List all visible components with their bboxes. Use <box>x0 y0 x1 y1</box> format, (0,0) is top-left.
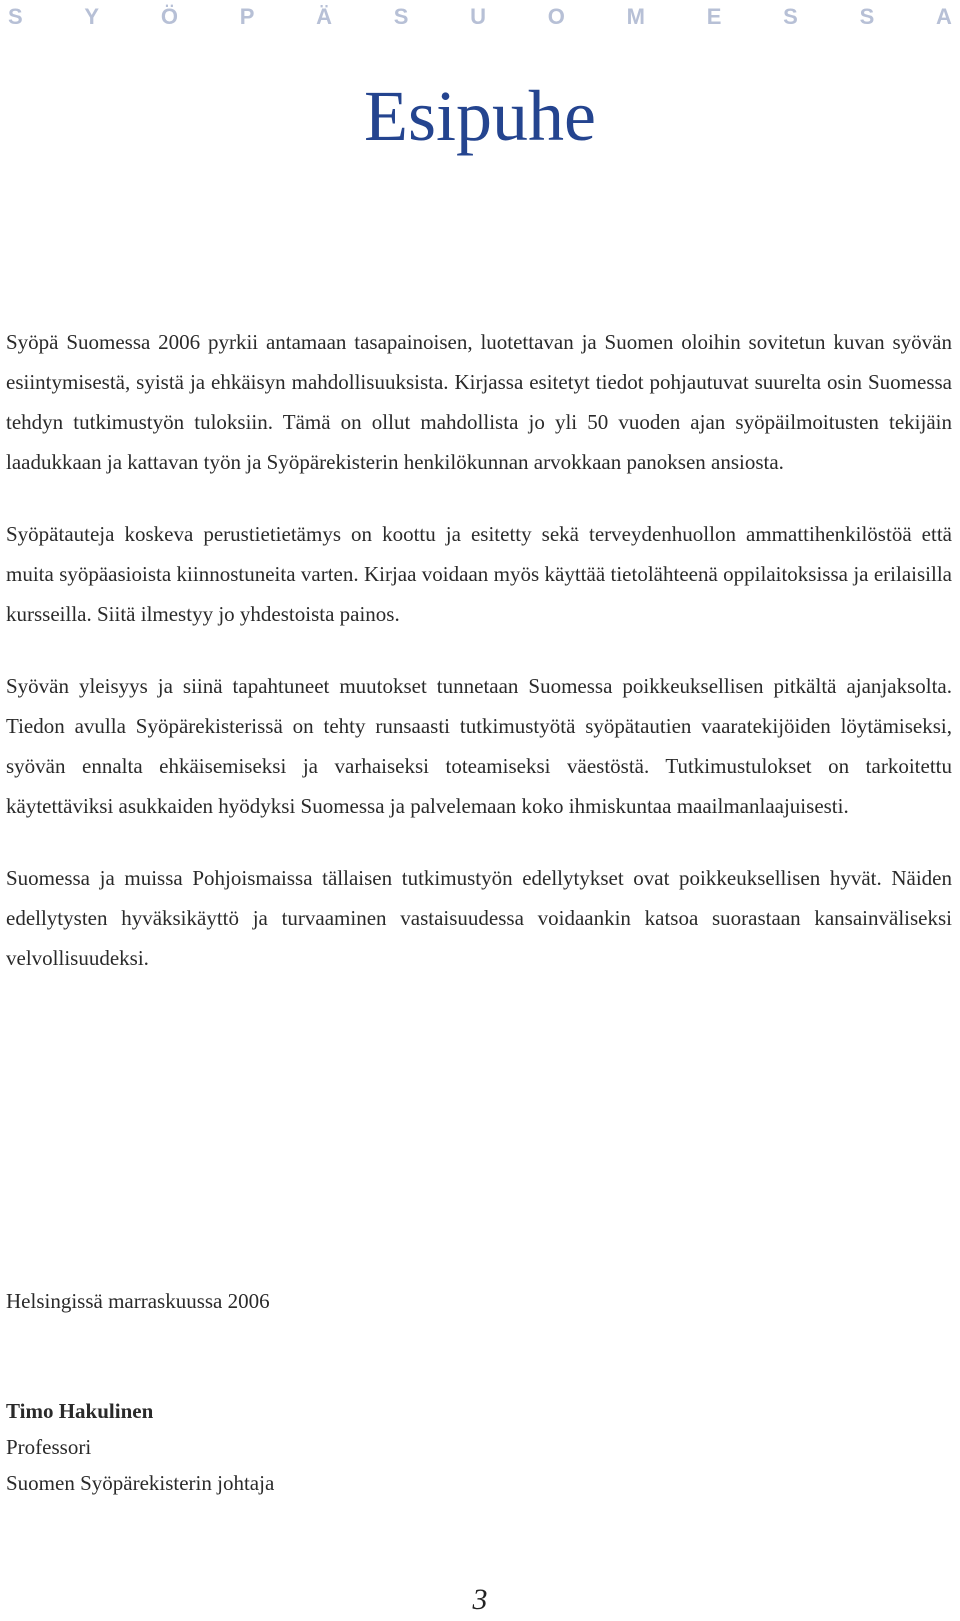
header-letter: S <box>859 4 875 29</box>
signature-block <box>6 1393 274 1501</box>
header-letter: S <box>393 4 409 29</box>
paragraph: Suomessa ja muissa Pohjoismaissa tällaisen tutkimustyön edellytykset ovat poikkeuksellisen hyvät. Näiden edellytysten hyväksikäyttö ja turvaaminen vastaisuudessa voidaankin katsoa suorastaan kansainväliseksi velvollisuudeksi. <box>6 866 952 970</box>
header-letter: M <box>626 4 645 29</box>
place-date-line: Helsingissä marraskuussa 2006 <box>6 1289 270 1313</box>
header-letter: U <box>470 4 487 29</box>
header-letter: S <box>783 4 798 29</box>
header-letter: O <box>547 4 565 29</box>
signature-name: Timo Hakulinen <box>6 1399 154 1423</box>
header-letter: Ö <box>160 4 178 29</box>
paragraph: Syöpä Suomessa 2006 pyrkii antamaan tasapainoisen, luotettavan ja Suomen oloihin sovitetun kuvan syövän esiintymisestä, syistä ja ehkäisyn mahdollisuuksista. Kirjassa esitetyt tiedot pohjautuvat suurelta osin Suomessa tehdyn tutkimustyön tuloksiin. Tämä on ollut mahdollista jo yli 50 vuoden ajan syöpäilmoitusten tekijäin laadukkaan ja kattavan työn ja Syöpärekisterin henkilökunnan arvokkaan panoksen ansiosta. <box>6 330 952 474</box>
header-letter: Ä <box>316 4 333 29</box>
paragraph: Syöpätauteja koskeva perustietietämys on koottu ja esitetty sekä terveydenhuollon ammattihenkilöstöä että muita syöpäasioista kiinnostuneita varten. Kirjaa voidaan myös käyttää tietolähteenä oppilaitoksissa ja erilaisilla kursseilla. Siitä ilmestyy jo yhdestoista painos. <box>6 522 952 626</box>
running-header <box>8 4 952 34</box>
page-title: Esipuhe <box>364 76 596 156</box>
paragraph: Syövän yleisyys ja siinä tapahtuneet muutokset tunnetaan Suomessa poikkeuksellisen pitkältä ajanjaksolta. Tiedon avulla Syöpärekisterissä on tehty runsaasti tutkimustyötä syöpätautien vaaratekijöiden löytämiseksi, syövän ennalta ehkäisemiseksi ja varhaiseksi toteamiseksi väestöstä. Tutkimustulokset on tarkoitettu käytettäviksi asukkaiden hyödyksi Suomessa ja palvelemaan koko ihmiskuntaa maailmanlaajuisesti. <box>6 674 952 818</box>
signature-title: Professori <box>6 1435 92 1459</box>
header-letter: S <box>8 4 23 29</box>
header-letter: E <box>706 4 722 29</box>
body-text <box>6 322 952 1010</box>
header-letter: P <box>239 4 255 29</box>
page-number: 3 <box>472 1583 488 1616</box>
header-letter: A <box>935 4 952 29</box>
header-letter: Y <box>84 4 100 29</box>
signature-position: Suomen Syöpärekisterin johtaja <box>6 1471 275 1495</box>
